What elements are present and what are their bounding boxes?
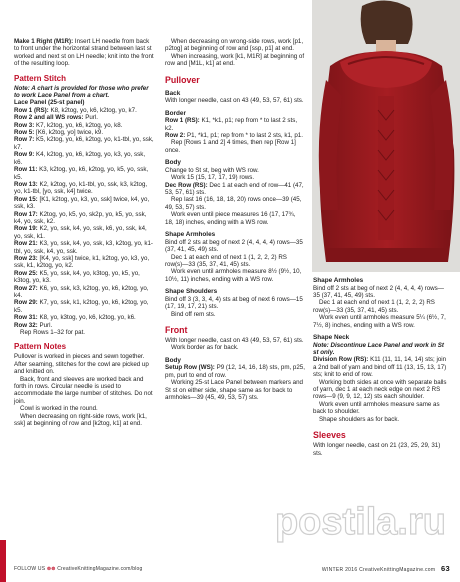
page-number: 63 <box>441 564 450 573</box>
lace-row-label: Row 31: <box>14 314 38 322</box>
lace-row-text: Purl. <box>39 321 53 329</box>
lace-row-text: K7, yo, ssk, k1, k2tog, yo, k6, k2tog, yo, k5. <box>14 299 149 314</box>
front-armholes-title: Shape Armholes <box>313 277 364 284</box>
border-row-2-text: P1, *k1, p1; rep from * to last 2 sts, k1, p1. <box>187 132 303 140</box>
pattern-stitch-title: Pattern Stitch <box>14 73 67 83</box>
lace-row-text: K7, k2tog, yo, k6, k2tog, yo, k8. <box>36 121 123 129</box>
lace-row <box>14 107 154 114</box>
armholes-dec: Dec 1 at each end of next 1 (1, 2, 2, 2) RS row(s)—33 (35, 37, 41, 45) sts. <box>165 253 287 268</box>
lace-rows-list <box>14 107 154 329</box>
body2-title: Body <box>165 356 181 364</box>
lace-row-label: Row 29: <box>14 299 38 307</box>
lace-row-text: K8, k2tog, yo, k6, k2tog, yo, k7. <box>50 106 137 114</box>
column-3 <box>313 272 450 457</box>
border-row-1-text: K1, *k1, p1; rep from * to last 2 sts, k2. <box>165 117 298 132</box>
footer-url[interactable]: CreativeKnittingMagazine.com <box>359 567 436 573</box>
border-repeat: Rep [Rows 1 and 2] 4 times, then rep [Row 1] once. <box>165 139 296 154</box>
lace-row-label: Row 11: <box>14 166 38 174</box>
border-row-1-label: Row 1 (RS): <box>165 117 200 125</box>
dec-row <box>165 182 305 197</box>
lace-row <box>14 196 154 211</box>
front-armholes-dec: Dec 1 at each end of next 1 (1, 2, 2, 2) RS row(s)—33 (35, 37, 41, 45) sts. <box>313 299 435 314</box>
armholes-title: Shape Armholes <box>165 231 216 239</box>
pattern-repeat: Rep Rows 1–32 for pat. <box>20 329 86 337</box>
m1r-paragraph <box>14 38 154 68</box>
division-row-text: K11 (11, 11, 14, 14) sts; join a 2nd ball of yarn and bind off 11 (13, 15, 13, 17) sts; knit to end of row. <box>313 356 447 379</box>
sweater-photo <box>312 0 460 272</box>
dec-repeat: Rep last 16 (16, 18, 18, 20) rows once—39 (45, 49, 53, 57) sts. <box>165 196 302 211</box>
social-icons: ⊚⊚ <box>46 566 56 572</box>
lace-row-text: K6, yo, ssk, k3, k2tog, yo, k6, k2tog, yo, k4. <box>14 284 149 299</box>
lace-row-label: Row 15: <box>14 195 38 203</box>
lace-row-label: Row 32: <box>14 321 38 329</box>
setup-row-label: Setup Row (WS): <box>165 364 215 372</box>
setup-work: Working 25-st Lace Panel between markers and St st on either side, shape same as for back to armholes—39 (45, 49, 53, 57) sts. <box>165 379 303 401</box>
lace-row-label: Row 23: <box>14 254 38 262</box>
front-border: Work border as for back. <box>171 344 239 352</box>
lace-row <box>14 114 154 121</box>
intro-paragraph: When decreasing on wrong-side rows, work [p1, p2tog] at beginning of row and [ssp, p1] at end. <box>165 38 304 53</box>
lace-row <box>14 270 154 285</box>
footer-right <box>322 564 450 573</box>
front-title: Front <box>165 324 188 335</box>
dec-row-label: Dec Row (RS): <box>165 181 208 189</box>
note-paragraph: Cowl is worked in the round. <box>20 405 98 413</box>
neck-both: Working both sides at once with separate balls of yarn, dec 1 at each neck edge on next 2 RS rows—9 (9, 9, 12, 12) sts each shoulder. <box>313 378 447 401</box>
lace-row-text: K4, k2tog, yo, k6, k2tog, yo, k3, yo, ssk, k6. <box>14 151 146 166</box>
front-armholes-text: Bind off 2 sts at beg of next 2 (4, 4, 4, 4) rows—35 (37, 41, 45, 49) sts. <box>313 284 444 299</box>
lace-row <box>14 314 154 321</box>
note-paragraph: Pullover is worked in pieces and sewn together. After seaming, stitches for the cowl are picked up and knitted on. <box>14 353 149 376</box>
lace-row-label: Row 17: <box>14 210 38 218</box>
lace-row-text: [K6, k2tog, yo] twice, k9. <box>36 129 104 137</box>
armholes-even: Work even until armholes measure 8½ (9½, 10, 10½, 11) inches, ending with a WS row. <box>165 268 302 283</box>
neck-title: Shape Neck <box>313 334 350 342</box>
m1r-text: Insert LH needle from back to front under the horizontal strand between last st worked and next st on LH needle; knit into the front of the resulting loop. <box>14 38 154 68</box>
lace-row-label: Row 7: <box>14 136 35 144</box>
lace-row <box>14 322 154 329</box>
lace-panel-title: Lace Panel (25-st panel) <box>14 99 85 107</box>
sweater-illustration <box>312 0 460 272</box>
postila-watermark <box>250 498 446 544</box>
lace-row <box>14 225 154 240</box>
dec-even: Work even until piece measures 16 (17, 17¾, 18, 18) inches, ending with a WS row. <box>165 211 296 226</box>
lace-row <box>14 211 154 226</box>
pullover-title: Pullover <box>165 74 200 85</box>
footer-follow: FOLLOW US <box>14 566 46 572</box>
lace-row-text: [K4, yo, ssk] twice, k1, k2tog, yo, k3, yo, ssk, k1, k2tog, yo, k2. <box>14 254 150 270</box>
lace-row <box>14 122 154 129</box>
lace-row-text: K8, yo, k3tog, yo, k6, k2tog, yo, k6. <box>39 314 136 322</box>
dec-row-text: Dec 1 at each end of row—41 (47, 53, 57, 61) sts. <box>165 181 304 197</box>
pattern-note: Note: A chart is provided for those who prefer to work Lace Panel from a chart. <box>14 84 149 100</box>
lace-row-label: Row 19: <box>14 225 38 233</box>
border-title: Border <box>165 109 186 117</box>
footer-blog-url[interactable]: CreativeKnittingMagazine.com/blog <box>57 566 143 572</box>
pattern-notes-title: Pattern Notes <box>14 342 67 352</box>
border-row-1 <box>165 117 305 132</box>
lace-row <box>14 129 154 136</box>
shoulders-bind: Bind off rem sts. <box>171 310 216 318</box>
lace-row-text: K5, k2tog, yo, k6, k2tog, yo, k1-tbl, yo, ssk, k7. <box>14 136 154 151</box>
lace-row-text: K3, k2tog, yo, k6, k2tog, yo, k5, yo, ssk, k5. <box>14 166 149 181</box>
lace-row <box>14 166 154 181</box>
border-row-2-label: Row 2: <box>165 132 186 140</box>
intro-paragraph: When increasing, work [k1, M1R] at beginning of row and [M1L, k1] at end. <box>165 52 305 68</box>
border-row-2 <box>165 132 305 139</box>
sleeves-text: With longer needle, cast on 21 (23, 25, 29, 31) sts. <box>313 442 441 457</box>
division-row <box>313 356 450 378</box>
lace-row-text: Purl. <box>85 114 98 122</box>
lace-row-label: Row 27: <box>14 284 38 292</box>
note-paragraph: When decreasing on right-side rows, work [k1, ssk] at beginning of row and [k2tog, k1] at end. <box>14 412 147 428</box>
body-text: Change to St st, beg with WS row. <box>165 166 259 174</box>
setup-row <box>165 364 305 379</box>
note-paragraph: Back, front and sleeves are worked back and forth in rows. Circular needle is used to accommodate the large number of stitches. Do not join. <box>14 375 153 405</box>
body-work: Work 15 (15, 17, 17, 19) rows. <box>171 174 255 182</box>
lace-row-text: K3, yo, ssk, k4, yo, ssk, k3, k2tog, yo, k1-tbl, yo, ssk, k4, yo, ssk. <box>14 240 153 255</box>
lace-row-text: K5, yo, ssk, k4, yo, k3tog, yo, k5, yo, k3tog, yo, k3. <box>14 269 140 285</box>
neck-note: Note: Discontinue Lace Panel and work in St st only. <box>313 341 444 357</box>
setup-row-text: P9 (12, 14, 16, 18) sts, pm, p25, pm, purl to end of row. <box>165 364 305 379</box>
page-edge-accent-bar <box>0 540 6 582</box>
footer-left <box>14 566 142 572</box>
lace-row-text: K2, k2tog, yo, k1-tbl, yo, ssk, k3, k2tog, yo, k1-tbl, [yo, ssk, k4] twice. <box>14 180 148 196</box>
lace-row-text: K2, yo, ssk, k4, yo, ssk, k6, yo, ssk, k4, yo, ssk, k1. <box>14 225 147 240</box>
lace-row <box>14 136 154 151</box>
neck-shoulders: Shape shoulders as for back. <box>319 415 400 423</box>
shoulders-title: Shape Shoulders <box>165 288 218 296</box>
watermark-text: postila.ru <box>274 501 446 543</box>
division-row-label: Division Row (RS): <box>313 356 369 364</box>
front-armholes-even: Work even until armholes measure 5¼ (6½, 7, 7½, 8) inches, ending with a WS row. <box>313 314 446 329</box>
m1r-heading: Make 1 Right (M1R): <box>14 38 74 45</box>
lace-row-text: K2tog, yo, k5, yo, sk2p, yo, k5, yo, ssk, k4, yo, ssk, k2. <box>14 210 147 225</box>
lace-row-label: Row 1 (RS): <box>14 106 49 114</box>
body-title: Body <box>165 159 181 167</box>
lace-row <box>14 151 154 166</box>
back-title: Back <box>165 89 181 97</box>
lace-row-label: Row 25: <box>14 269 38 277</box>
column-2 <box>165 38 305 401</box>
lace-row <box>14 255 154 270</box>
lace-row <box>14 285 154 300</box>
lace-row-label: Row 9: <box>14 151 35 159</box>
column-1 <box>14 38 154 428</box>
lace-row <box>14 299 154 314</box>
armholes-text: Bind off 2 sts at beg of next 2 (4, 4, 4, 4) rows—35 (37, 41, 45, 49) sts. <box>165 238 303 254</box>
neck-even: Work even until armholes measure same as back to shoulder. <box>313 400 440 416</box>
lace-row <box>14 240 154 255</box>
lace-row <box>14 181 154 196</box>
footer-season: WINTER 2016 <box>321 567 358 573</box>
lace-row-label: Row 21: <box>14 240 38 248</box>
lace-row-text: [K1, k2tog, yo, k3, yo, ssk] twice, k4, yo, ssk, k3. <box>14 195 150 211</box>
lace-row-label: Row 2 and all WS rows: <box>14 114 84 122</box>
lace-row-label: Row 5: <box>14 129 35 137</box>
back-text: With longer needle, cast on 43 (49, 53, 57, 61) sts. <box>165 97 304 105</box>
front-text: With longer needle, cast on 43 (49, 53, 57, 61) sts. <box>165 336 304 344</box>
shoulders-text: Bind off 3 (3, 3, 4, 4) sts at beg of next 6 rows—15 (17, 19, 17, 21) sts. <box>165 295 303 311</box>
lace-row-label: Row 3: <box>14 121 35 129</box>
lace-row-label: Row 13: <box>14 180 38 188</box>
sleeves-title: Sleeves <box>313 430 346 441</box>
